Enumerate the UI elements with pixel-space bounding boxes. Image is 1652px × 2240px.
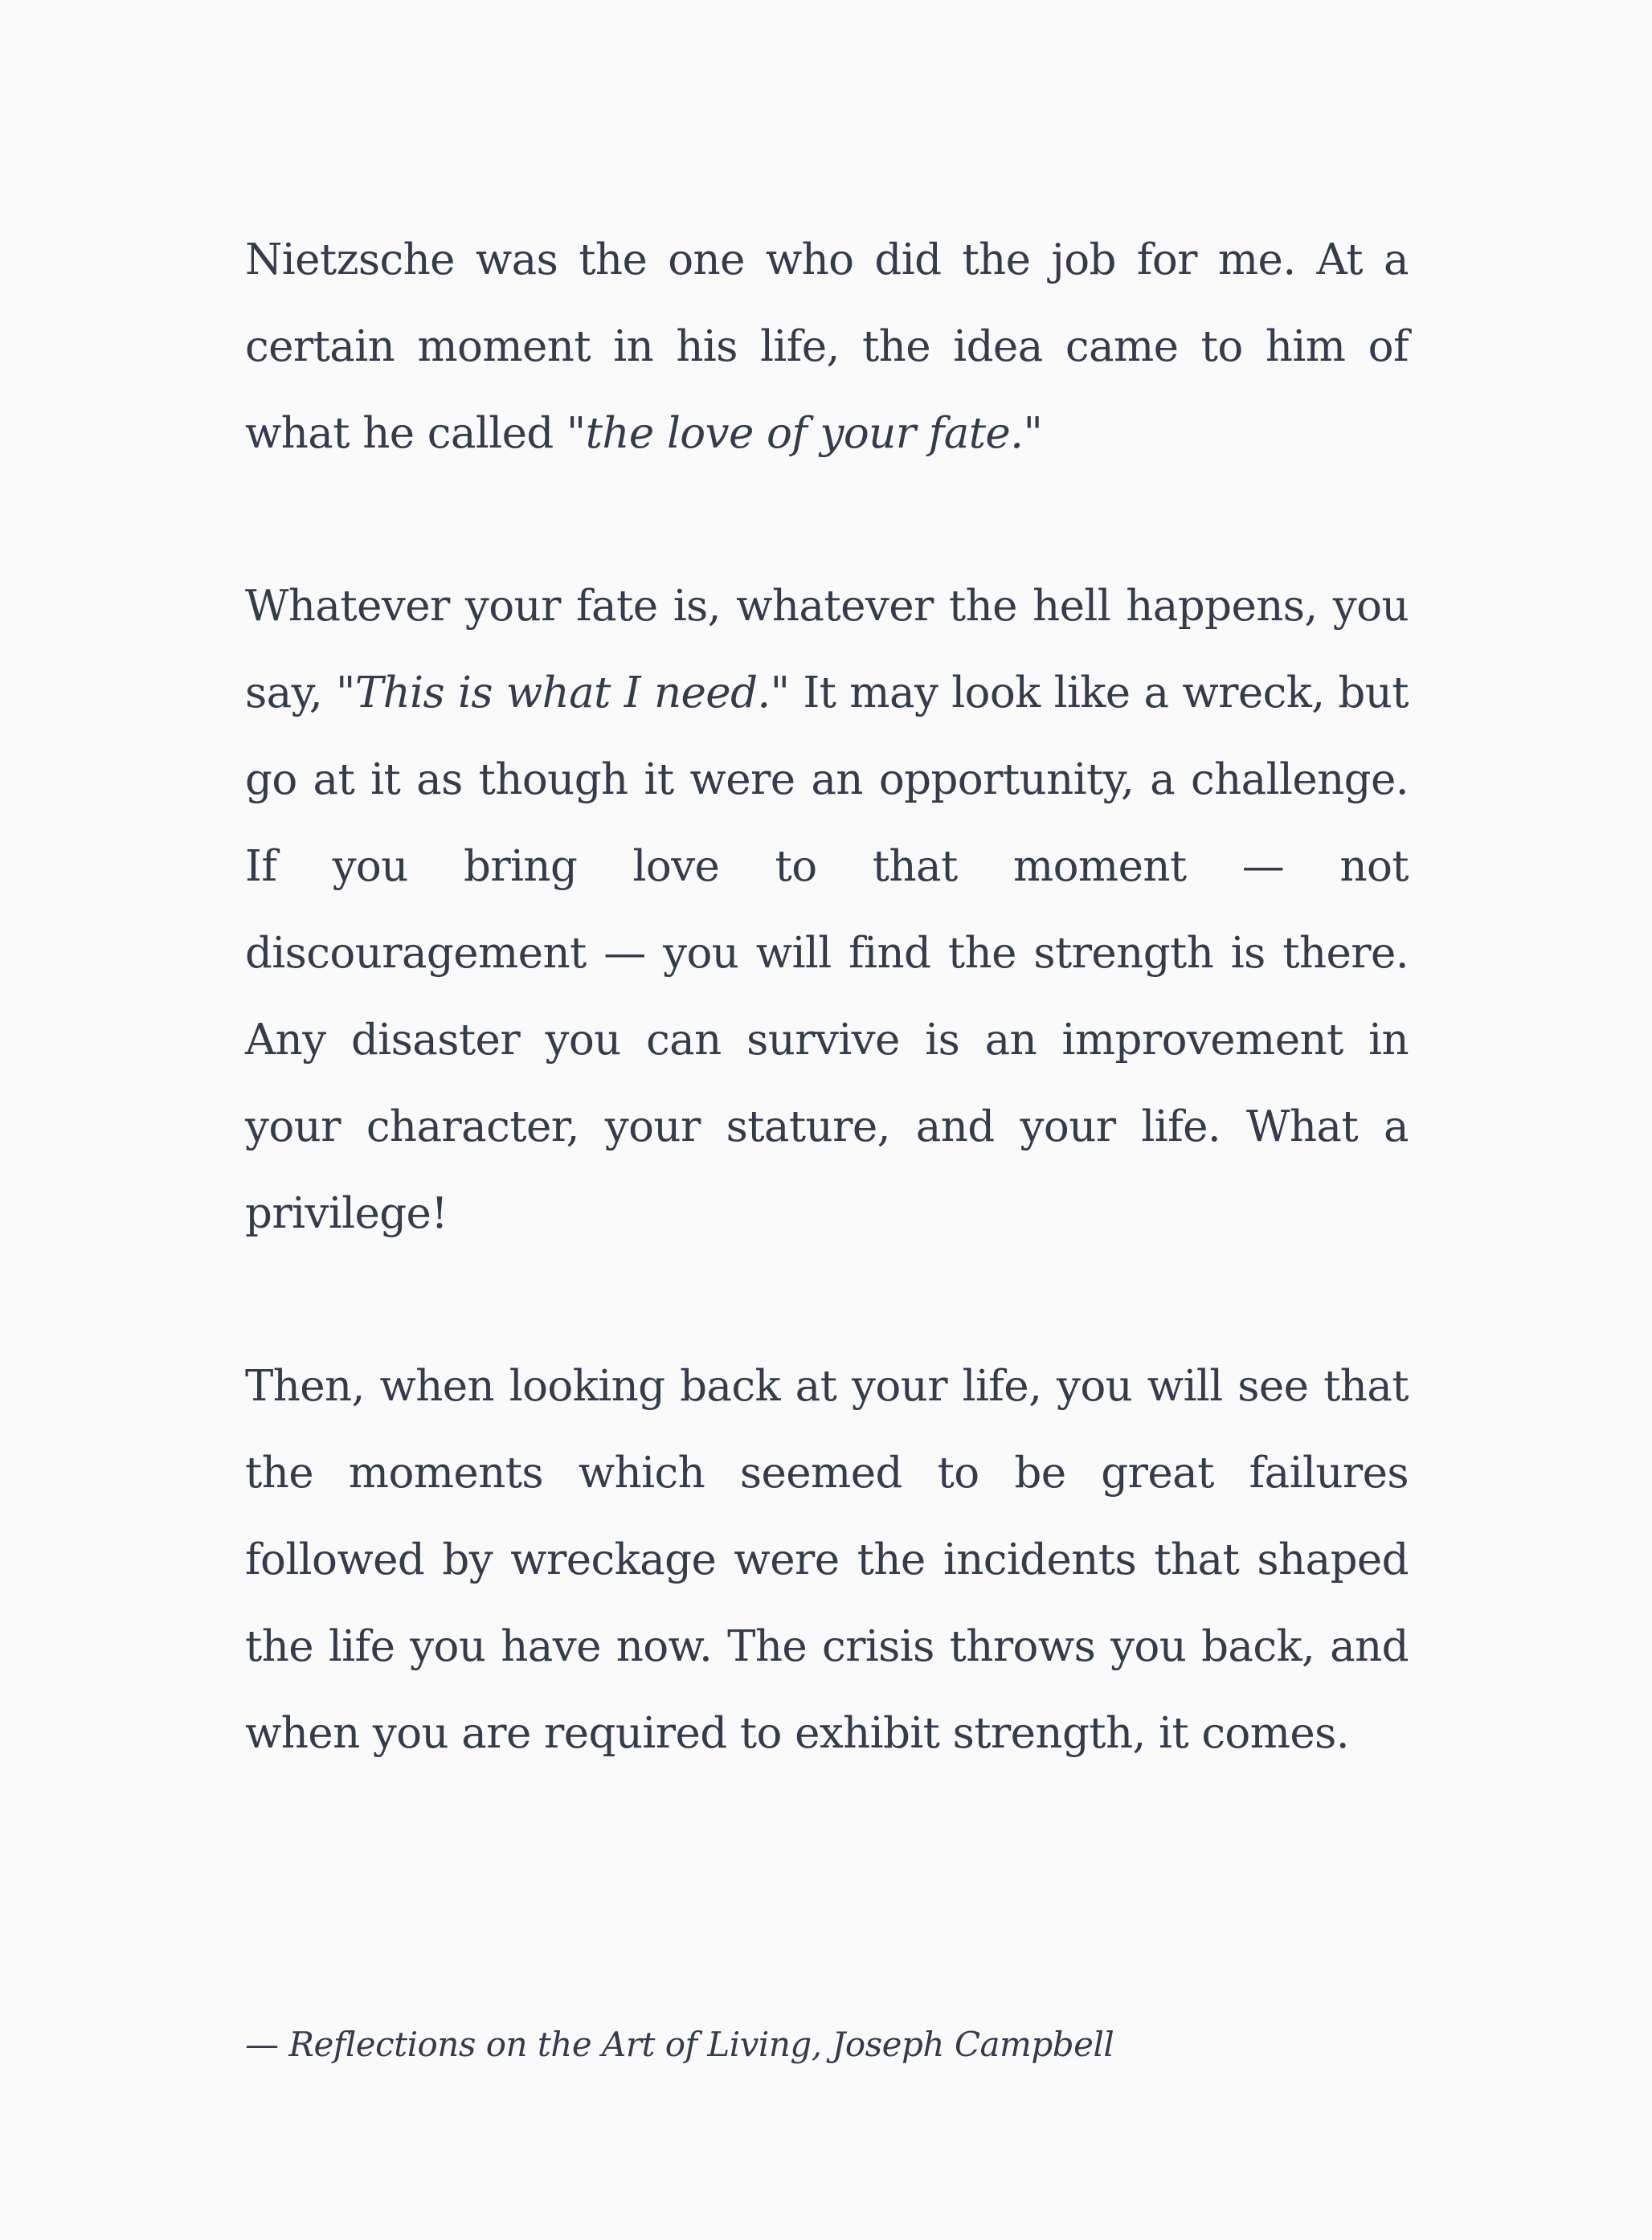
quote-body — [245, 217, 1409, 1777]
paragraph-1-emphasis: the love of your fate. — [585, 409, 1024, 458]
paragraph-3-text: Then, when looking back at your life, you will see that the moments which seemed to be great failures followed by wreckage were the incidents that shaped the life you have now. The crisis throws you back, and when you are required to exhibit strength, it comes. — [245, 1362, 1409, 1758]
paragraph-2-text: Whatever your fate is, whatever the hell happens, you say, " — [245, 582, 1409, 717]
paragraph-1-text: Nietzsche was the one who did the job for me. At a certain moment in his life, the idea came to him of what he called " — [245, 235, 1409, 458]
paragraph-2 — [245, 563, 1409, 1257]
paragraph-1-text-end: " — [1023, 409, 1043, 458]
paragraph-2-text-end: " It may look like a wreck, but go at it as though it were an opportunity, a challenge. If you bring love to that moment — not discouragement — you will find the strength is there. Any disaster you can survive is an improvement in your character, your stature, and your life. What a privilege! — [245, 668, 1409, 1238]
attribution: — Reflections on the Art of Living, Joseph Campbell — [245, 2025, 1114, 2064]
paragraph-3 — [245, 1343, 1409, 1777]
paragraph-1 — [245, 217, 1409, 477]
paragraph-2-emphasis: This is what I need. — [354, 668, 771, 717]
